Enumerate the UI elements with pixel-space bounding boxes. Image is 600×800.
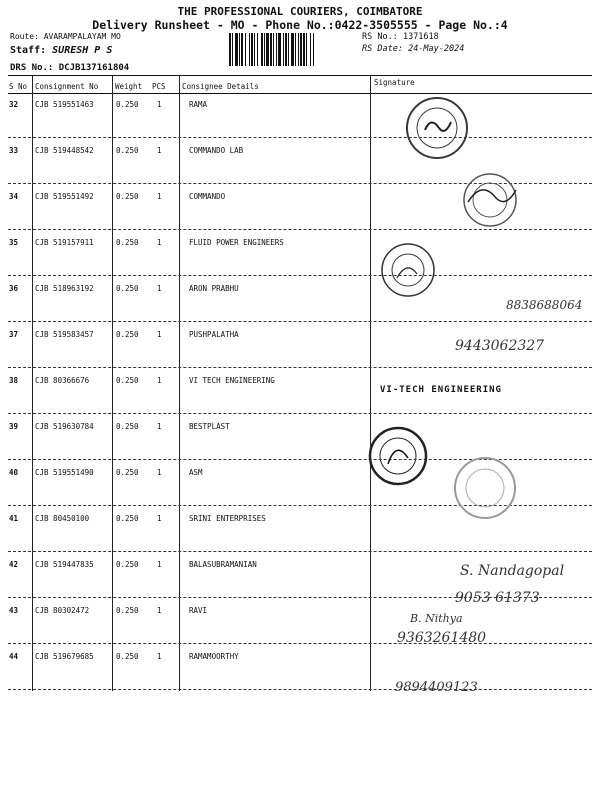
cell-pcs: 1 [157,422,162,431]
col-pcs: PCS [152,82,166,91]
row-divider [8,275,592,276]
runsheet-subtitle: Delivery Runsheet - MO - Phone No.:0422-3505555 - Page No.:4 [92,18,508,32]
cell-consignee: VI TECH ENGINEERING [189,376,275,385]
barcode-bar [266,33,269,66]
cell-consignment: CJB 80302472 [35,606,90,615]
rs-no-value: 1371618 [402,32,439,42]
company-title: THE PROFESSIONAL COURIERS, COIMBATORE [177,5,423,18]
barcode-bar [310,33,311,66]
table-top-rule [8,75,592,76]
cell-pcs: 1 [157,146,162,155]
cell-consignee: COMMANDO [189,192,226,201]
cell-weight: 0.250 [116,376,139,385]
cell-pcs: 1 [157,238,162,247]
route-value: AVARAMPALAYAM MO [43,32,121,41]
cell-pcs: 1 [157,100,162,109]
cell-sno: 37 [9,330,19,339]
cell-consignment: CJB 80366676 [35,376,90,385]
staff-value: SURESH P S [52,45,113,56]
cell-sno: 35 [9,238,19,247]
barcode-bar [291,33,294,66]
cell-sno: 32 [9,100,19,109]
barcode-bar [249,33,250,66]
cell-weight: 0.250 [116,330,139,339]
cell-pcs: 1 [157,560,162,569]
cell-sno: 41 [9,514,19,523]
col-consignment: Consignment No [35,82,99,91]
cell-consignee: FLUID POWER ENGINEERS [189,238,284,247]
cell-sno: 39 [9,422,19,431]
cell-sno: 33 [9,146,19,155]
cell-weight: 0.250 [116,560,139,569]
cell-sno: 43 [9,606,19,615]
barcode-bar [235,33,238,66]
cell-consignment: CJB 519679685 [35,652,94,661]
barcode-bar [273,33,274,66]
cell-pcs: 1 [157,468,162,477]
barcode-bar [278,33,281,66]
row-divider [8,321,592,322]
row-divider [8,137,592,138]
staff-line [10,45,112,56]
signature-name-43: B. Nithya [410,612,463,625]
cell-weight: 0.250 [116,652,139,661]
cell-sno: 34 [9,192,19,201]
cell-consignee: BESTPLAST [189,422,230,431]
cell-consignment: CJB 519447835 [35,560,94,569]
cell-weight: 0.250 [116,100,139,109]
cell-weight: 0.250 [116,238,139,247]
col-weight: Weight [115,82,143,91]
barcode-bar [254,33,255,66]
signature-phone-36: 8838688064 [506,298,583,312]
cell-consignee: SRINI ENTERPRISES [189,514,266,523]
barcode-bar [276,33,277,66]
cell-consignment: CJB 519630784 [35,422,94,431]
rs-date-value: 24-May-2024 [408,44,465,54]
cell-weight: 0.250 [116,192,139,201]
col-divider [112,75,113,691]
cell-sno: 40 [9,468,19,477]
drs-value: DCJB137161804 [58,63,130,73]
rs-date-label: RS Date: [362,44,403,54]
row-divider [8,643,592,644]
asm-stamp [445,452,525,524]
col-sno: S No [9,82,28,91]
drs-label: DRS No.: [10,63,54,73]
barcode-bar [285,33,287,66]
barcode-bar [261,33,263,66]
barcode-bar [306,33,307,66]
cell-consignment: CJB 519448542 [35,146,94,155]
barcode-bar [283,33,284,66]
cell-consignment: CJB 519157911 [35,238,94,247]
cell-sno: 38 [9,376,19,385]
cell-pcs: 1 [157,606,162,615]
barcode-bar [288,33,289,66]
fluid-power-stamp [375,240,445,300]
ramakrishna-stamp [392,90,482,160]
col-divider [370,75,371,691]
rs-date [362,44,464,54]
cell-pcs: 1 [157,192,162,201]
cell-pcs: 1 [157,330,162,339]
barcode [229,33,355,66]
col-divider [32,75,33,691]
barcode-bar [251,33,253,66]
cell-consignment: CJB 519551490 [35,468,94,477]
cell-consignment: CJB 519583457 [35,330,94,339]
barcode-bar [313,33,314,66]
cell-weight: 0.250 [116,146,139,155]
cell-consignee: COMMANDO LAB [189,146,244,155]
route-label: Route: [10,32,39,41]
cell-sno: 44 [9,652,19,661]
cell-sno: 36 [9,284,19,293]
cell-consignee: ARON PRABHU [189,284,239,293]
cell-consignment: CJB 519551463 [35,100,94,109]
table-header-rule [8,93,592,94]
signature-phone-37: 9443062327 [455,338,545,354]
vitech-stamp: VI-TECH ENGINEERING [380,385,502,395]
barcode-bar [300,33,302,66]
cell-consignee: RAVI [189,606,208,615]
cell-consignee: BALASUBRAMANIAN [189,560,257,569]
rs-number [362,32,439,42]
row-divider [8,413,592,414]
cell-pcs: 1 [157,514,162,523]
rs-no-label: RS No.: [362,32,398,42]
cell-consignee: RAMA [189,100,208,109]
cell-consignment: CJB 519551492 [35,192,94,201]
cell-consignee: ASM [189,468,203,477]
route-line [10,32,121,41]
cell-sno: 42 [9,560,19,569]
cell-pcs: 1 [157,284,162,293]
row-divider [8,551,592,552]
cell-weight: 0.250 [116,468,139,477]
commando-stamp [450,170,530,230]
cell-pcs: 1 [157,652,162,661]
cell-consignee: RAMAMOORTHY [189,652,239,661]
col-signature: Signature [374,78,415,87]
signature-phone-42: 9053 61373 [455,590,540,606]
cell-weight: 0.250 [116,284,139,293]
drs-line [10,63,129,73]
col-consignee: Consignee Details [182,82,259,91]
cell-consignment: CJB 80450100 [35,514,90,523]
barcode-bar [241,33,243,66]
barcode-bar [298,33,299,66]
barcode-bar [245,33,246,66]
cell-weight: 0.250 [116,514,139,523]
col-divider [179,75,180,691]
row-divider [8,367,592,368]
barcode-bar [270,33,272,66]
cell-consignment: CJB 518963192 [35,284,94,293]
barcode-bar [229,33,231,66]
signature-phone-43: 9363261480 [397,630,487,646]
cell-pcs: 1 [157,376,162,385]
barcode-bar [295,33,296,66]
cell-consignee: PUSHPALATHA [189,330,239,339]
signature-phone-44: 9894409123 [395,680,478,695]
barcode-bar [232,33,233,66]
barcode-bar [257,33,258,66]
cell-weight: 0.250 [116,422,139,431]
cell-weight: 0.250 [116,606,139,615]
barcode-bar [303,33,305,66]
barcode-bar [264,33,265,66]
signature-name-42: S. Nandagopal [460,563,565,579]
row-divider [8,689,592,690]
barcode-bar [239,33,240,66]
bestplast-stamp [362,418,434,488]
staff-label: Staff: [10,45,47,56]
